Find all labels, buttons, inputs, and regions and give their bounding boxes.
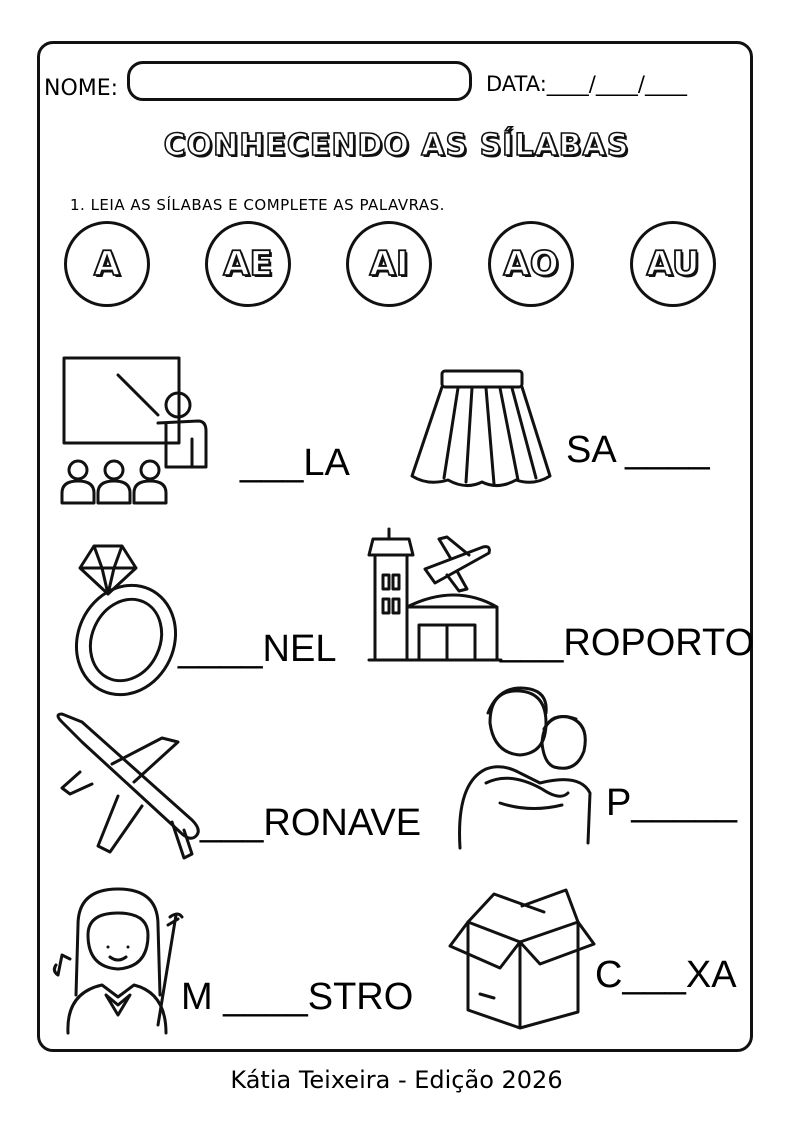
airport-icon [365, 525, 505, 665]
page-title: CONHECENDO AS SÍLABAS [163, 128, 630, 163]
word-escola: ___LA [240, 442, 350, 484]
word-pai: P_____ [606, 782, 738, 824]
word-saia: SA ____ [566, 429, 710, 471]
syllable-circle-au [630, 221, 716, 307]
word-aeroporto: ___ROPORTO [500, 622, 755, 664]
syllable-circle-ae [205, 221, 291, 307]
conductor-icon [48, 885, 188, 1035]
diamond-ring-icon [60, 540, 190, 700]
syllable-label: AI [369, 244, 409, 284]
word-maestro: M ____STRO [181, 976, 414, 1018]
syllable-label: AU [646, 244, 700, 284]
father-hugging-child-icon [450, 683, 595, 853]
syllable-circle-ao [488, 221, 574, 307]
skirt-icon [408, 368, 553, 493]
box-icon [448, 882, 598, 1032]
date-field[interactable]: DATA:____/____/____ [486, 72, 687, 96]
syllable-label: AO [503, 244, 559, 284]
syllable-label: AE [223, 244, 273, 284]
classroom-teacher-icon [58, 355, 213, 510]
word-anel: ____NEL [178, 628, 337, 670]
name-label: NOME: [44, 76, 119, 101]
footer-credit: Kátia Teixeira - Edição 2026 [230, 1066, 563, 1094]
syllable-circle-ai [346, 221, 432, 307]
word-caixa: C___XA [595, 954, 737, 996]
syllable-circle-a [64, 221, 150, 307]
name-field[interactable] [127, 61, 472, 101]
syllable-label: A [93, 244, 121, 284]
instruction-text: 1. LEIA AS SÍLABAS E COMPLETE AS PALAVRAS. [70, 196, 445, 214]
airplane-icon [52, 712, 207, 867]
word-aeronave: ___RONAVE [200, 802, 422, 844]
